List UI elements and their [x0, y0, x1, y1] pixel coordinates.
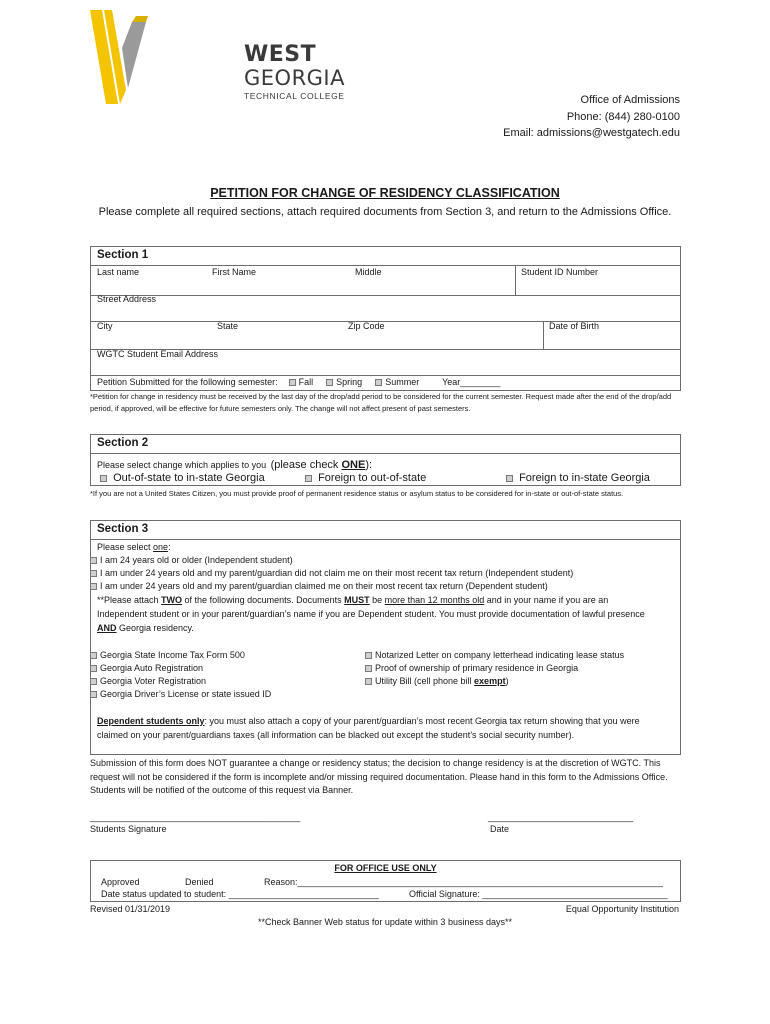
doc-drivers-license-label: Georgia Driver’s License or state issued ID: [100, 689, 272, 699]
section-2-prompt-text: Please select change which applies to you: [97, 460, 267, 470]
doc-tax-form[interactable]: [97, 649, 245, 662]
section-2-note: *If you are not a United States Citizen, you must provide proof of permanent residence status or asylum status to be considered for in-state or out-of-state status.: [90, 489, 624, 498]
date-blank[interactable]: _____________________________: [488, 812, 634, 822]
doc-drivers-license[interactable]: [97, 688, 271, 701]
office-name: Office of Admissions: [580, 94, 680, 106]
spring-label: Spring: [336, 377, 363, 387]
banner-check-note: **Check Banner Web status for update within 3 business days**: [258, 917, 512, 927]
attach-and: AND: [97, 623, 117, 633]
status-updated-field[interactable]: Date status updated to student: ______________________________: [101, 889, 379, 899]
dependent-note-line2: claimed on your parent/guardians taxes (all information can be blacked out except the student’s social security number).: [97, 730, 575, 740]
attach-line3-text: Georgia residency.: [116, 623, 194, 633]
summer-checkbox[interactable]: [375, 379, 382, 386]
doc-auto-registration[interactable]: [97, 662, 203, 675]
option-out-to-in[interactable]: [100, 472, 265, 484]
section-3-select-text: Please select: [97, 542, 154, 552]
logo-west: WEST: [244, 42, 317, 67]
foreign-to-in-label: Foreign to in-state Georgia: [519, 472, 650, 484]
doc-voter-registration-label: Georgia Voter Registration: [100, 676, 207, 686]
attach-must: MUST: [344, 595, 370, 605]
attach-age-requirement: more than 12 months old: [384, 595, 485, 605]
option-under-24-claimed[interactable]: [97, 580, 548, 593]
section-3-select-colon: :: [168, 542, 171, 552]
doc-utility-bill-checkbox[interactable]: [365, 678, 372, 685]
section-2-prompt-one: ONE: [341, 459, 366, 471]
approved-option[interactable]: Approved: [101, 877, 140, 887]
doc-proof-ownership-checkbox[interactable]: [365, 665, 372, 672]
student-email-field[interactable]: WGTC Student Email Address: [97, 349, 219, 359]
middle-name-field[interactable]: Middle: [355, 267, 382, 277]
doc-voter-registration[interactable]: [97, 675, 206, 688]
doc-utility-bill-exempt: exempt: [474, 676, 506, 686]
doc-notarized-letter-label: Notarized Letter on company letterhead indicating lease status: [375, 650, 625, 660]
contact-block: [503, 92, 680, 142]
section-1-heading: Section 1: [97, 249, 149, 261]
date-label: Date: [490, 824, 510, 834]
office-use-box: [90, 860, 681, 902]
under-24-not-claimed-label: I am under 24 years old and my parent/guardian did not claim me on their most recent tax return (Independent student): [100, 568, 574, 578]
spring-checkbox[interactable]: [326, 379, 333, 386]
section-2-prompt-paren-open: (please check: [270, 459, 342, 471]
foreign-to-in-checkbox[interactable]: [506, 475, 513, 482]
first-name-field[interactable]: First Name: [212, 267, 257, 277]
section-1: [90, 246, 681, 391]
year-field[interactable]: Year________: [442, 377, 501, 387]
form-title: PETITION FOR CHANGE OF RESIDENCY CLASSIFICATION: [210, 186, 560, 200]
attach-instructions-line2: Independent student or in your parent/guardian’s name if you are Dependent student. You must provide documentation of lawful presence: [97, 609, 645, 619]
doc-utility-bill-close: ): [505, 676, 509, 686]
under-24-not-claimed-checkbox[interactable]: [90, 570, 97, 577]
24-older-checkbox[interactable]: [90, 557, 97, 564]
section-2-prompt: [97, 455, 372, 473]
reason-field[interactable]: Reason:_________________________________________________________________________: [264, 877, 663, 887]
section-1-note: *Petition for change in residency must be received by the last day of the drop/add period to be considered for the current semester. Request made after the end of the drop/add period, if approved, will be effective for future semesters only. The change will not affect present of past semesters.: [90, 392, 672, 413]
option-24-older[interactable]: [97, 554, 293, 567]
signature-blank[interactable]: __________________________________________: [90, 812, 301, 822]
attach-two: TWO: [161, 595, 183, 605]
24-older-label: I am 24 years old or older (Independent student): [100, 555, 293, 565]
out-to-in-checkbox[interactable]: [100, 475, 107, 482]
section-2-heading: Section 2: [97, 437, 149, 449]
signature-label: Students Signature: [90, 824, 167, 834]
attach-text-d: and in your name if you are an: [484, 595, 609, 605]
doc-utility-bill[interactable]: [365, 675, 509, 688]
doc-auto-registration-checkbox[interactable]: [90, 665, 97, 672]
equal-opportunity: Equal Opportunity Institution: [565, 904, 679, 914]
dob-field[interactable]: Date of Birth: [549, 321, 600, 331]
denied-option[interactable]: Denied: [185, 877, 214, 887]
office-use-title: FOR OFFICE USE ONLY: [334, 863, 437, 873]
dependent-only-label: Dependent students only: [97, 716, 205, 726]
doc-utility-bill-label: Utility Bill (cell phone bill: [375, 676, 475, 686]
street-address-field[interactable]: Street Address: [97, 294, 157, 304]
fall-checkbox[interactable]: [289, 379, 296, 386]
foreign-to-out-label: Foreign to out-of-state: [318, 472, 427, 484]
section-2-prompt-paren-close: ):: [365, 459, 373, 471]
section-3-heading: Section 3: [97, 523, 149, 535]
doc-auto-registration-label: Georgia Auto Registration: [100, 663, 204, 673]
official-signature-field[interactable]: Official Signature: _____________________________________: [409, 889, 668, 899]
section-3-select: [97, 541, 171, 554]
attach-instructions-line3: [97, 622, 194, 635]
logo-technical-college: TECHNICAL COLLEGE: [244, 91, 345, 101]
under-24-claimed-label: I am under 24 years old and my parent/guardian claimed me on their most recent tax return (Dependent student): [100, 581, 548, 591]
option-under-24-not-claimed[interactable]: [97, 567, 573, 580]
disclaimer: Submission of this form does NOT guarantee a change or residency status; the decision to change residency is at the discretion of WGTC. This request will not be considered if the form is incomplete and/or missing required documentation. Please hand in this form to the Admissions Office. Students will be notified of the outcome of this request via Banner.: [90, 758, 668, 795]
doc-tax-form-checkbox[interactable]: [90, 652, 97, 659]
out-to-in-label: Out-of-state to in-state Georgia: [113, 472, 265, 484]
attach-text-c: be: [369, 595, 385, 605]
doc-drivers-license-checkbox[interactable]: [90, 691, 97, 698]
form-intro: Please complete all required sections, attach required documents from Section 3, and return to the Admissions Office.: [98, 206, 672, 218]
section-3-select-one: one: [153, 542, 169, 552]
section-3: [90, 520, 681, 755]
under-24-claimed-checkbox[interactable]: [90, 583, 97, 590]
option-foreign-to-out[interactable]: [305, 472, 426, 484]
doc-tax-form-label: Georgia State Income Tax Form 500: [100, 650, 245, 660]
summer-label: Summer: [385, 377, 420, 387]
office-email: Email: admissions@westgatech.edu: [503, 127, 680, 139]
last-name-field[interactable]: Last name: [97, 267, 140, 277]
logo-w-mark-icon: [88, 8, 158, 106]
doc-voter-registration-checkbox[interactable]: [90, 678, 97, 685]
city-field[interactable]: City: [97, 321, 113, 331]
doc-proof-ownership-label: Proof of ownership of primary residence in Georgia: [375, 663, 579, 673]
zip-field[interactable]: Zip Code: [348, 321, 385, 331]
fall-label: Fall: [298, 377, 314, 387]
dependent-note-text: : you must also attach a copy of your parent/guardian’s most recent Georgia tax return showing that you were: [204, 716, 640, 726]
attach-text-b: of the following documents. Documents: [182, 595, 345, 605]
semester-row: [97, 377, 500, 387]
logo-wordmark: [244, 44, 345, 101]
college-logo: [88, 8, 345, 106]
option-foreign-to-in[interactable]: [506, 472, 650, 484]
doc-proof-ownership[interactable]: [365, 662, 578, 675]
student-id-field[interactable]: Student ID Number: [521, 267, 599, 277]
logo-georgia: GEORGIA: [244, 66, 345, 90]
dependent-note-line1: [97, 715, 640, 728]
foreign-to-out-checkbox[interactable]: [305, 475, 312, 482]
state-field[interactable]: State: [217, 321, 239, 331]
semester-label: Petition Submitted for the following semester:: [97, 377, 278, 387]
doc-notarized-letter[interactable]: [365, 649, 624, 662]
revised-date: Revised 01/31/2019: [90, 904, 171, 914]
section-2: [90, 434, 681, 486]
office-phone: Phone: (844) 280-0100: [566, 110, 680, 123]
attach-text-a: **Please attach: [97, 595, 162, 605]
doc-notarized-letter-checkbox[interactable]: [365, 652, 372, 659]
attach-instructions-line1: [97, 594, 608, 607]
